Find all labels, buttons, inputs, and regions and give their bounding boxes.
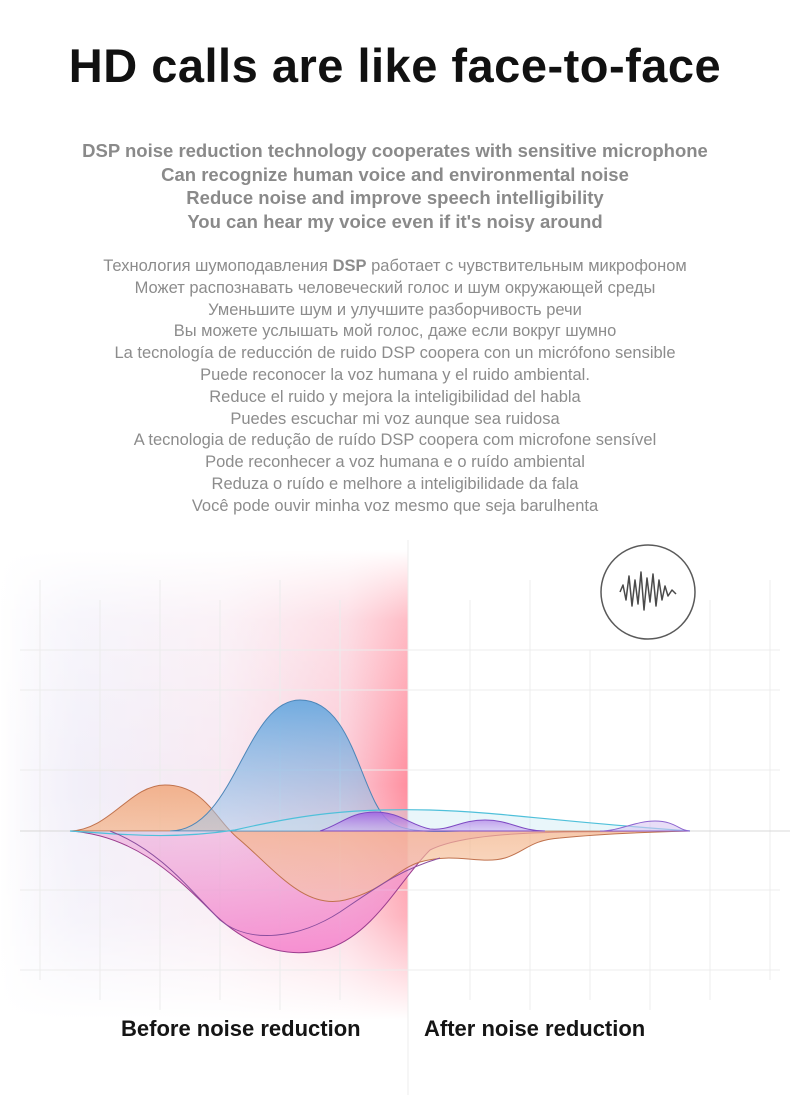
multilingual-description — [0, 256, 790, 518]
english-line: You can hear my voice even if it's noisy around — [187, 210, 603, 232]
english-line: Reduce noise and improve speech intelligibility — [186, 187, 604, 208]
before-noise-reduction-label: Before noise reduction — [121, 1016, 361, 1041]
english-line: Can recognize human voice and environmental noise — [161, 163, 629, 185]
multilingual-line: Você pode ouvir minha voz mesmo que seja barulhenta — [191, 496, 599, 515]
sound-wave-icon — [601, 545, 695, 639]
multilingual-line: Reduce el ruido y mejora la inteligibilidad del habla — [209, 387, 581, 406]
page-title: HD calls are like face-to-face — [68, 39, 722, 92]
noise-reduction-illustration — [0, 540, 790, 1115]
multilingual-line: Технология шумоподавления DSP работает с чувствительным микрофоном — [103, 257, 687, 275]
multilingual-line: Вы можете услышать мой голос, даже если вокруг шумно — [173, 322, 617, 341]
multilingual-line: A tecnologia de redução de ruído DSP coopera com microfone sensível — [133, 431, 657, 450]
waveform-graphic — [0, 540, 790, 1115]
english-description — [0, 139, 790, 233]
multilingual-line: Reduza o ruído e melhore a inteligibilidade da fala — [211, 474, 579, 493]
english-line: DSP noise reduction technology cooperates with sensitive microphone — [82, 140, 708, 161]
multilingual-line: Может распознавать человеческий голос и шум окружающей среды — [134, 278, 656, 297]
multilingual-line: Уменьшите шум и улучшите разборчивость речи — [208, 300, 582, 319]
after-noise-reduction-label: After noise reduction — [424, 1016, 646, 1041]
multilingual-line: Pode reconhecer a voz humana e o ruído ambiental — [205, 453, 585, 472]
multilingual-line: Puedes escuchar mi voz aunque sea ruidosa — [230, 409, 560, 428]
multilingual-line: Puede reconocer la voz humana y el ruido ambiental. — [200, 365, 590, 384]
multilingual-line: La tecnología de reducción de ruido DSP coopera con un micrófono sensible — [114, 344, 676, 363]
